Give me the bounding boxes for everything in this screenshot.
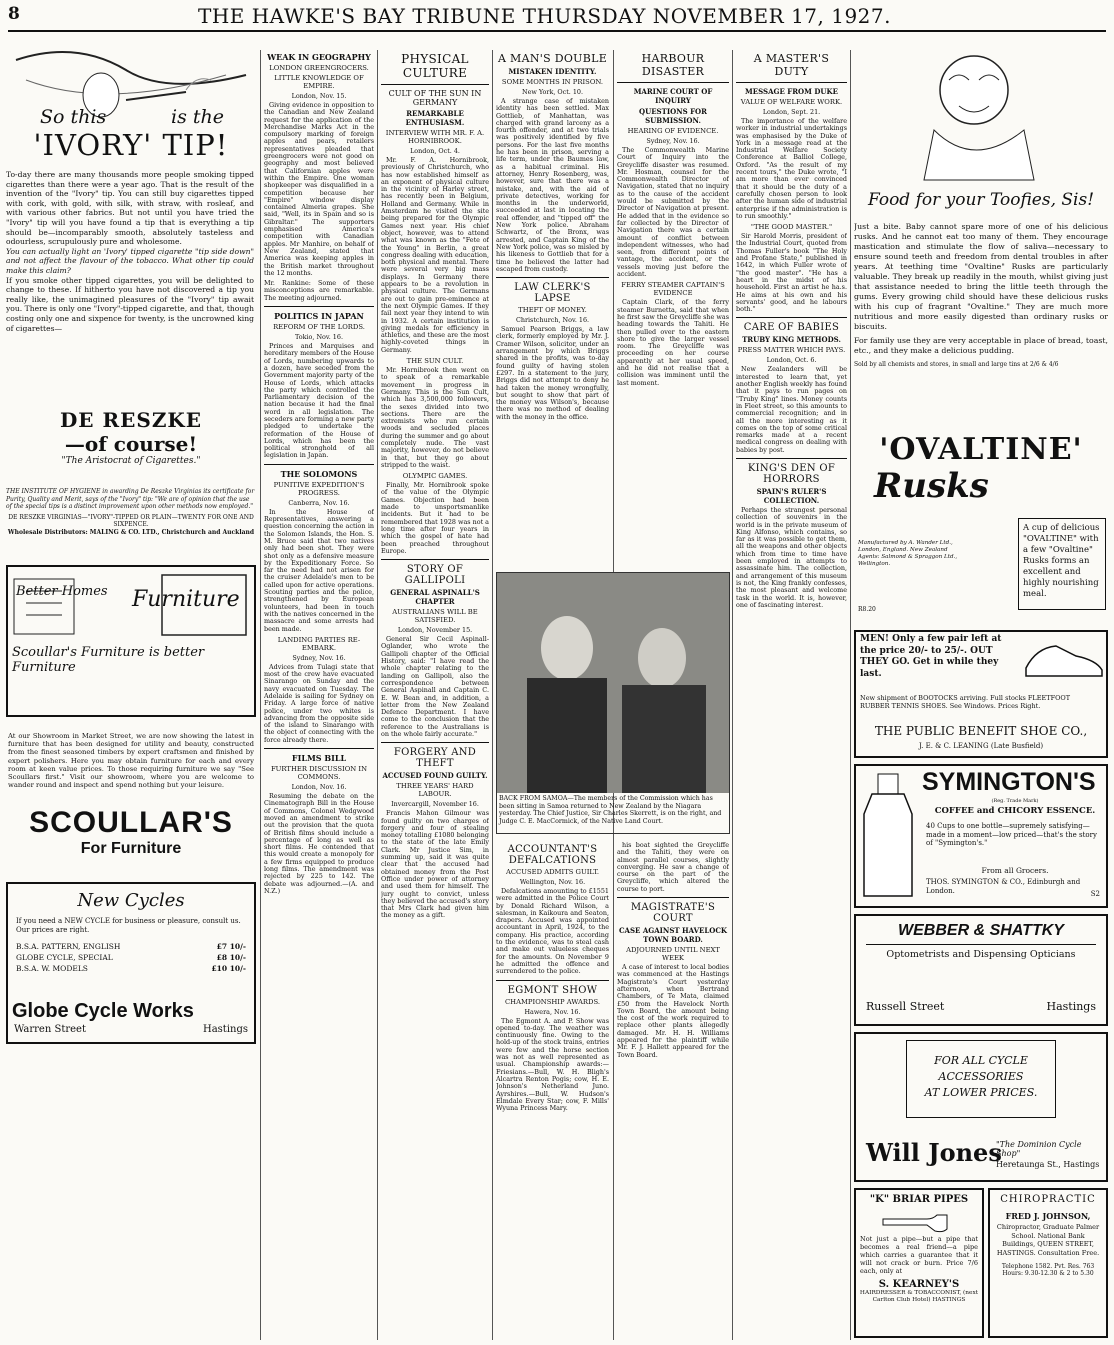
subhead: ADJOURNED UNTIL NEXT WEEK: [626, 946, 720, 963]
article-body: Samuel Pearson Briggs, a law clerk, formerly employed by Mr. J. Cramer Wilson, solicitor, under an arrangement by which Briggs shared in the profits, was to-day found guilty of having stolen £297. In a statement to the jury, Briggs did not attempt to deny he had taken the money wrongfully, but sought to show that part of the money was Wilson's, because there was no method of dealing with the money in the office.: [496, 325, 609, 421]
scoullar-body: At our Showroom in Market Street, we are now showing the latest in furniture that has been designed for utility and beauty, constructed from the finest seasoned timbers by expert craftsmen and finished by expert polishers. Here you may obtain furniture for each and every room at keen value prices. To those requiring furniture we say "See Scoullars first." Visit our showroom, where you are welcome to wander round and inspect and spend nothing but your leisure.: [8, 732, 254, 790]
ovaltine-body-2: For family use they are very acceptable in place of bread, toast, etc., and they make a delicious pudding.: [854, 336, 1108, 355]
subhead: SPAIN'S RULER'S COLLECTION.: [756, 486, 827, 505]
chiro-phone: Telephone 1582. Pvt. Res. 763: [1001, 1263, 1095, 1270]
headline-a-mans-double: A MAN'S DOUBLE: [497, 52, 608, 65]
cycle-model-name: GLOBE CYCLE, SPECIAL: [16, 953, 113, 962]
dateline: Canberra, Nov. 16.: [288, 498, 350, 507]
shoe-headline: MEN! Only a few pair left at the price 20/- to 25/-. OUT THEY GO. Get in while they last.: [860, 634, 1002, 679]
will-jones-shop: "The Dominion Cycle Shop": [996, 1140, 1082, 1158]
de-reszke-distributors: Wholesale Distributors: MALING & CO. LTD., Christchurch and Auckland: [7, 528, 255, 536]
cycle-model-price: £7 10/-: [216, 942, 246, 951]
subhead: MARINE COURT OF INQUIRY: [633, 87, 713, 105]
ivory-headline: 'IVORY' TIP!: [33, 128, 229, 162]
subhead: CASE AGAINST HAVELOCK TOWN BOARD.: [618, 926, 728, 945]
chiro-title: CHIROPRACTIC: [1000, 1194, 1096, 1205]
globe-cycle-ad: [6, 882, 256, 1044]
scoullar-name-sub: For Furniture: [80, 840, 182, 857]
globe-town: Hastings: [202, 1024, 248, 1035]
subhead: FURTHER DISCUSSION IN COMMONS.: [270, 765, 368, 782]
will-jones-address: Heretaunga St., Hastings: [996, 1160, 1100, 1169]
dateline: Wellington, Nov. 16.: [519, 878, 586, 886]
dateline: London, Nov. 16.: [291, 783, 347, 792]
ivory-body-2: If you smoke other tipped cigarettes, you will be delighted to change to these. If hitherto you have not discovered a tip you really like, the unimagined pleasures of the "Ivory" tip await you. There is only one "Ivory"-tipped cigarette, and that, though costing only one and sixpence for twenty, is the uncrowned king of cigarettes—: [6, 275, 254, 333]
cycle-model-name: B.S.A. PATTERN, ENGLISH: [16, 942, 121, 951]
subhead: QUESTIONS FOR SUBMISSION.: [639, 107, 707, 125]
ivory-kicker-right: is the: [171, 106, 224, 128]
headline-story-of-gallipoli: STORY OF GALLIPOLI: [404, 564, 466, 587]
article-body: Giving evidence in opposition to the Canadian and New Zealand request for the application of the Merchandise Marks Act in the compulsory marking of foreign apples and pears, retailers representatives pleaded that greengrocers were not good on geography and most believed that Californian apples were within the Empire. One woman shopkeeper was disqualified in a competition because her "Empire" window display contained Almeria grapes. She said, "Well, its in Spain and so is Gibraltar." The supporters emphasised America's competition with Canadian apples. Mr Manhire, on behalf of New Zealand, stated that America was keeping apples in the British market throughout the 12 months.: [264, 101, 374, 277]
will-jones-name: Will Jones: [866, 1138, 1002, 1167]
column-rule: [850, 50, 851, 1340]
column-5: [617, 50, 729, 570]
article-body: General Sir Cecil Aspinall-Oglander, who wrote the Gallipoli chapter of the Official History, said: "I have read the whole chapter relating to the landing on Gallipoli, also the correspondence between General Aspinall and Captain C. E. W. Bean and, in addition, a letter from the New Zealand Defence Department. I have come to the conclusion that the reference to the Australians is on the whole fairly accurate.": [381, 635, 489, 738]
ovaltine-code: R8.20: [858, 606, 876, 613]
subhead: INTERVIEW WITH MR. F. A. HORNIBROOK.: [385, 129, 485, 145]
headline-kings-den-of-horrors: KING'S DEN OF HORRORS: [747, 462, 836, 485]
article-body: Mr. Hornibrook then went on to speak of a remarkable movement in progress in Germany. This is the Sun Cult, which has 3,500,000 followers, the sexes divided into two sections. There are the extremists who run certain woods and secluded places during the summer and go about completely nude. The vast majority, however, do not believe in that, but they go about stripped to the waist.: [381, 366, 489, 469]
subhead: PUNITIVE EXPEDITION'S PROGRESS.: [273, 480, 365, 497]
baby-illustration: [854, 40, 1108, 190]
will-jones-ad: [854, 1032, 1108, 1182]
subhead: MISTAKEN IDENTITY.: [508, 67, 597, 76]
bottle-illustration: [858, 770, 920, 904]
cycle-price-list: [16, 941, 246, 974]
article-body: Mr. F. A. Hornibrook, previously of Christchurch, who has now established himself as an exponent of physical culture in the vicinity of Harley street, has recently been in Belgium, Holland and Germany. While in Amsterdam he visited the site being prepared for the Olympic Games next year. His chief object, however, was to attend what was known as the "Fete of the Young" in Berlin, a great congress dealing with education, both physical and mental. There were several very big mass displays. In Germany there appears to be a revolution in physical culture. The Germans are out to gain pre-eminence at the next Olympic Games. If they fail next year they intend to win in 1932. A certain institution is giving medals for efficiency in athletics, and these are the most highly-coveted things in Germany.: [381, 156, 489, 354]
better-homes-logo: Better Homes: [16, 584, 108, 599]
dateline: Sydney, Nov. 16.: [646, 137, 700, 145]
symington-body: 40 Cups to one bottle—supremely satisfying—made in a moment—low priced—that's the story of "Symington's.": [926, 822, 1097, 847]
shoe-body: New shipment of BOOTOCKS arriving. Full stocks FLEETFOOT RUBBER TENNIS SHOES. See Windows. Prices Right.: [860, 694, 1071, 710]
headline-accountants-defalcations: ACCOUNTANT'S DEFALCATIONS: [507, 844, 598, 866]
webber-town: Hastings: [1046, 1000, 1096, 1013]
webber-trade: Optometrists and Dispensing Opticians: [886, 949, 1076, 960]
pipe-illustration: [879, 1207, 959, 1233]
headline-physical-culture: PHYSICAL CULTURE: [401, 52, 469, 80]
scoullar-name-block: [6, 806, 256, 866]
scoullar-name: SCOULLAR'S: [29, 806, 233, 839]
ovaltine-body: Just a bite. Baby cannot spare more of one of his delicious rusks. And he cannot eat too many of them. They encourage mastication and stimulate the flow of saliva—necessary to ensure sound teeth and freedom from dental troubles in after years. At teething time "Ovaltine" Rusks are particularly valuable. They break up readily in the mouth, whilst giving just that assistance needed to bring the little teeth through the gums. Every growing child should have these delicious rusks with his cup of fragrant "Ovaltine." They are much more nutritious and more easily digested than ordinary rusks or biscuits.: [854, 222, 1108, 331]
subhead: ACCUSED FOUND GUILTY.: [382, 771, 488, 781]
subhead: ACCUSED ADMITS GUILT.: [505, 868, 600, 876]
article-body: Defalcations amounting to £1551 were admitted in the Police Court by Donald Richard Wilson, a salesman, in Kaikoura and Seaton, drapers. Accused was appointed accountant in April, 1924, to the company. His practice, according to the evidence, was to steal cash and make out valueless cheques for the amounts. On November 9 he admitted the offence and surrendered to the police.: [496, 887, 609, 976]
headline-films-bill: FILMS BILL: [291, 753, 347, 764]
de-reszke-aristocrat: "The Aristocrat of Cigarettes.": [61, 456, 201, 466]
briar-pipes-ad: [854, 1188, 984, 1338]
chiro-name: FRED J. JOHNSON,: [1005, 1211, 1091, 1221]
scoullar-furniture-ad: [6, 565, 256, 717]
headline-the-solomons: THE SOLOMONS: [280, 468, 358, 479]
headline-egmont-show: EGMONT SHOW: [507, 984, 598, 996]
dateline: London, November 15.: [397, 626, 473, 635]
article-body: Princes and Marquises and hereditary members of the House of Lords, numbering upwards to a dozen, have seceded from the Government majority party of the House of Lords, which attacks the party which controlled the Parliamentary decision of the nation because it had the final word in all legislation. The seceders are forming a new party pledged to undertake the reformation of the House of Lords, which has been the political stronghold of all legislation in Japan.: [264, 342, 374, 460]
symington-reg: (Reg. Trade Mark): [991, 798, 1039, 804]
de-reszke-fineprint: [6, 488, 256, 548]
headline-forgery-and-theft: FORGERY AND THEFT: [393, 747, 477, 770]
accessories-line-2: ACCESSORIES: [938, 1070, 1024, 1083]
article-body: Finally, Mr. Hornibrook spoke of the value of the Olympic Games. Objection had been made to unsportsmanlike incidents. But it had to be remembered that 1928 was not a long time after four years in which the gospel of hate had been preached throughout Europe.: [381, 481, 489, 555]
subhead: THREE YEARS' HARD LABOUR.: [396, 782, 474, 799]
cycle-accessories-box: [906, 1040, 1056, 1118]
subhead: FERRY STEAMER CAPTAIN'S EVIDENCE: [621, 281, 725, 298]
chiro-body: Chiropractor, Graduate Palmer School. National Bank Buildings, QUEEN STREET, HASTINGS. Consultation Free.: [996, 1223, 1100, 1257]
symington-brand: SYMINGTON'S: [922, 768, 1096, 796]
furniture-illustration: [12, 571, 250, 639]
dateline: Tokio, Nov. 16.: [295, 333, 343, 342]
ovaltine-panel: A cup of delicious "OVALTINE" with a few "Ovaltine" Rusks forms an excellent and highly nourishing meal.: [1018, 518, 1106, 610]
photo-caption: BACK FROM SAMOA—The members of the Commission which has been sitting in Samoa returned to New Zealand by the Niagara yesterday. The Chief Justice, Sir Charles Skerrett, is on the right, and Judge C. E. MacCormick, of the Native Land Court.: [499, 795, 722, 825]
page-number: 8: [8, 4, 20, 24]
ovaltine-rusks-ad: [854, 40, 1108, 620]
subhead: LANDING PARTIES RE-EMBARK.: [277, 635, 361, 652]
public-benefit-shoe-ad: [854, 630, 1108, 758]
furniture-logo: Furniture: [132, 587, 240, 612]
webber-street: Russell Street: [866, 1000, 945, 1013]
dateline: Hawera, Nov. 16.: [524, 1007, 581, 1016]
column-rule: [260, 50, 261, 1340]
headline-law-clerks-lapse: LAW CLERK'S LAPSE: [514, 282, 591, 305]
globe-street: Warren Street: [14, 1024, 86, 1035]
article-body: Advices from Tulagi state that most of the crew have evacuated Sinarango on Sunday and the navy evacuated on Tuesday. The Adelaide is sailing for Sydney on Friday. A large force of native police, under two whites is advancing from the opposite side of the island to Sinarango with the object of connecting with the force already there.: [264, 662, 374, 744]
column-rule: [377, 50, 378, 1340]
cycle-price-row: [16, 941, 246, 952]
dateline: London, Nov. 15.: [291, 92, 347, 100]
article-body: Francis Mahon Gilmour was found guilty on two charges of forgery and four of stealing money totalling £1080 belonging to the state of the late Emily Clark. Mr Justice Sim, in summing up, said it was quite clear that the accused had obtained money from the Post Office under power of attorney and used them for himself. The jury ought to convict, unless they believed the accused's story that Mrs Clark had given him the money as a gift.: [381, 809, 489, 920]
symington-grocers: From all Grocers.: [981, 866, 1049, 875]
ovaltine-tagline: Food for your Toofies, Sis!: [867, 190, 1095, 210]
subhead: TRUBY KING METHODS.: [742, 335, 841, 345]
headline-magistrates-court: MAGISTRATE'S COURT: [630, 902, 716, 925]
article-body: New Zealanders will be interested to learn that, yet another English weekly has found that it pays to run pages on "Truby King" lines. Money counts in Fleet street, so this amounts to commercial recognition; and in all the more interesting as it comes on the top of some critical remarks made at a recent medical congress on dealing with babies by post.: [736, 365, 847, 454]
subhead: THE SUN CULT.: [406, 357, 464, 366]
dateline: Sydney, Nov. 16.: [292, 653, 346, 662]
symingtons-ad: [854, 764, 1108, 908]
article-body: In the House of Representatives, answering a question concerning the action in the Solomon Islands, the Hon. S. M. Bruce said that two natives only had been shot. They were shot only as a defensive measure by the Expeditionary Force. So far the need had not arisen for the cruiser Adelaide's men to be called upon for active operations. Scouting parties and the police, strengthened by European volunteers, had been in touch with the natives concerned in the massacre and some arrests had been made.: [264, 507, 374, 633]
subhead: CHAMPIONSHIP AWARDS.: [504, 997, 601, 1006]
shoe-company-name: THE PUBLIC BENEFIT SHOE CO.,: [874, 724, 1088, 738]
de-reszke-price: DE RESZKE VIRGINIAS—"IVORY"-TIPPED OR PLAIN—TWENTY FOR ONE AND SIXPENCE.: [8, 513, 254, 528]
webber-shattky-ad: [854, 914, 1108, 1026]
globe-cycle-name: Globe Cycle Works: [12, 1000, 194, 1022]
article-body: Resuming the debate on the Cinematograph Bill in the House of Commons, Colonel Wedgwood moved an amendment to strike out the provision that the quota of British films should include a percentage of long as well as short films. He contended that this would create a monopoly for a few firms equipped to produce long films. The amendment was rejected by 225 to 142. The debate was adjourned.—(A. and N.Z.): [264, 792, 374, 895]
de-reszke-sub: —of course!: [64, 432, 198, 456]
article-body: Perhaps the strangest personal collection of souvenirs in the world is in the private museum of King Alfonso, which contains, so far as it was possible to get them, all the weapons and other objects which from time to time have been employed in attempts to assassinate him. The collection, and arrangement of this museum is not, the King frankly confesses, the most pleasant and welcome task in the world. It is, however, one of fascinating interest.: [736, 505, 847, 609]
article-body: The importance of the welfare worker in industrial undertakings was emphasised by the Duke of York in a message read at the Industrial Welfare Society Conference at Balliol College, Oxford. "As the result of my recent tours," the Duke wrote, "I am more than ever convinced that it should be the duty of a carefully chosen person to look after the human side of industrial enterprise if the administration is to run smoothly.": [736, 117, 847, 220]
column-3: [381, 50, 489, 1340]
symington-product: COFFEE and CHICORY ESSENCE.: [934, 806, 1096, 816]
column-2: [264, 50, 374, 1340]
subhead: AUSTRALIANS WILL BE SATISFIED.: [392, 608, 478, 625]
new-cycles-headline: New Cycles: [77, 890, 185, 911]
accessories-line-3: AT LOWER PRICES.: [924, 1086, 1038, 1099]
subhead: GENERAL ASPINALL'S CHAPTER: [390, 588, 480, 607]
article-body: Mr. Rankine: Some of these misconceptions are remarkable. The meeting adjourned.: [264, 279, 374, 302]
briar-shop-sub: HAIRDRESSER & TOBACCONIST, (next Carlton Club Hotel) HASTINGS: [859, 1290, 979, 1303]
subhead: OLYMPIC GAMES.: [402, 472, 468, 481]
dateline: London, Oct. 6.: [766, 356, 817, 365]
cycle-price-row: [16, 952, 246, 963]
dateline: Christchurch, Nov. 16.: [515, 316, 590, 325]
scoullar-headline: Scoullar's Furniture is better Furniture: [12, 645, 205, 675]
ivory-body: To-day there are many thousands more people smoking tipped cigarettes than there were a year ago. That is the result of the invention of the "Ivory" tip. You can still buy cigarettes tipped with cork, with gold, with silk, with straw, with rosleaf, and with various other fabrics. But not until you have tried the "Ivory" tip will you have found a tip that is everything a tip should be—incomparably smooth, absolutely tasteless and odourless, scrupulously pure and wholesome.: [6, 170, 254, 247]
symington-maker: THOS. SYMINGTON & CO., Edinburgh and London.: [926, 878, 1081, 895]
shoe-illustration: [1022, 638, 1106, 682]
article-body: A case of interest to local bodies was commenced at the Hastings Magistrate's Court yesterday afternoon, when Bertrand Chambers, of Te Mata, claimed £50 from the Havelock North Town Board, the amount being the cost of the work required to replace other plants allegedly damaged. Mr. H. H. Williams appeared for the plaintiff while Mr. F. J. Hallett appeared for the Town Board.: [617, 963, 729, 1059]
subhead: REFORM OF THE LORDS.: [273, 323, 365, 332]
ivory-kicker-left: So this: [40, 106, 107, 128]
headline-politics-in-japan: POLITICS IN JAPAN: [274, 311, 364, 322]
accessories-line-1: FOR ALL CYCLE: [934, 1054, 1028, 1067]
subhead: THEFT OF MONEY.: [518, 306, 587, 315]
subhead: REMARKABLE ENTHUSIASM.: [405, 109, 465, 127]
chiropractic-ad: [988, 1188, 1108, 1338]
article-body: Captain Clark, of the ferry steamer Burnetta, said that when he first saw the Greycliffe she was heading towards the Tahiti. He then pulled over to the eastern shore to give the larger vessel room. The Greycliffe was proceeding on her course apparently at her usual speed, and he did not realise that a collision was imminent until the last moment.: [617, 298, 729, 387]
column-rule: [732, 50, 733, 1340]
subhead: LITTLE KNOWLEDGE OF EMPIRE.: [274, 74, 364, 90]
samoa-commission-photo: [497, 573, 729, 793]
briar-body: Not just a pipe—but a pipe that becomes a real friend—a pipe which carries a guarantee that it will not crack or burn. Price 7/6 each, only at: [860, 1235, 978, 1275]
briar-shop-name: S. KEARNEY'S: [878, 1279, 960, 1290]
column-4-lower: [496, 842, 609, 1342]
newspaper-title: THE HAWKE'S BAY TRIBUNE THURSDAY NOVEMBER 17, 1927.: [198, 4, 891, 28]
ovaltine-rusks-word: Rusks: [874, 466, 989, 506]
subhead: PRESS MATTER WHICH PAYS.: [737, 346, 846, 355]
ivory-italic: You can actually light an 'Ivory' tipped cigarette "tip side down" and not affect the flavour of the tobacco. What other tip could make this claim?: [6, 246, 254, 275]
dateline: New York, Oct. 10.: [522, 88, 583, 96]
dateline: London, Oct. 4.: [410, 147, 460, 155]
hygiene-note: THE INSTITUTE OF HYGIENE in awarding De Reszke Virginias its certificate for Purity, Quality and Merit, says of the "Ivory" tip: "We are of opinion that the use of the special tips is a distinct improvement upon other methods now employed.": [6, 488, 255, 510]
briar-title: "K" BRIAR PIPES: [869, 1194, 969, 1205]
cycles-intro: If you need a NEW CYCLE for business or pleasure, consult us. Our prices are right.: [16, 917, 241, 934]
subhead: VALUE OF WELFARE WORK.: [740, 98, 843, 106]
article-body: his boat sighted the Greycliffe and the Tahiti, they were on almost parallel courses, slightly converging. He saw a change of course on the part of the Greycliffe, which altered the course to port.: [617, 842, 729, 893]
subhead: SOME MONTHS IN PRISON.: [501, 78, 604, 86]
dateline: Invercargill, November 16.: [391, 800, 479, 809]
subhead: HEARING OF EVIDENCE.: [627, 127, 719, 135]
article-body: A strange case of mistaken identity has been settled. Max Gottlieb, of Manhattan, was charged with grand larceny as a fourth offender, and at two trials was positively identified by five persons. For the last five months he has been in prison, serving a life term, under the Baumes law, as a habitual criminal. His attorney, Henry Rosenberg, was, however, sure that there was a mistake, and, with the aid of private detectives, working for months in the underworld, succeeded at last in locating the real offender, and "tipped off" the New York police. Abraham Schwartz, of the Bronx, was arrested, and Captain King of the New York police, was so misled by his likeness to Gottlieb that for a time he believed the latter had escaped from custody.: [496, 97, 609, 273]
webber-name: WEBBER & SHATTKY: [898, 922, 1064, 939]
ovaltine-sold: Sold by all chemists and stores, in small and large tins at 2/6 & 4/6: [854, 361, 1059, 368]
headline-a-masters-duty: A MASTER'S DUTY: [753, 52, 830, 78]
column-4: [496, 50, 609, 570]
shoe-proprietors: J. E. & C. LEANING (Late Busfield): [918, 742, 1044, 750]
article-body: The Commonwealth Marine Court of Inquiry into the Greycliffe disaster was resumed. Mr. Hosman, counsel for the Commonwealth Director of Navigation, stated that no inquiry as to the cause of the accident would be submitted by the Director of Navigation at present. He added that in the evidence so far collected by the Director of Navigation there was a certain amount of conflict between independent witnesses, who had seen, from different points of vantage, the accident, or the vessels moving just before the accident.: [617, 146, 729, 279]
cycle-model-price: £8 10/-: [216, 953, 246, 962]
subhead: LONDON GREENGROCERS.: [269, 64, 369, 72]
column-5-lower: [617, 842, 729, 1342]
dateline: London, Sept. 21.: [762, 108, 821, 116]
headline-harbour-disaster: HARBOUR DISASTER: [641, 52, 705, 78]
ovaltine-maker: Manufactured by A. Wander Ltd., London, England. New Zealand Agents: Salmond & Spraggon Ltd., Wellington.: [858, 540, 958, 567]
ivory-tip-ad: [6, 40, 256, 408]
chiro-hours: Hours: 9.30-12.30 & 2 to 5.30: [1002, 1270, 1094, 1277]
headline-care-of-babies: CARE OF BABIES: [743, 322, 840, 334]
column-rule: [492, 50, 493, 1340]
article-body: The Egmont A. and P. Show was opened to-day. The weather was continuously fine. Owing to the hold-up of the stock trains, entries were few and the horse section was not as well represented as usual. Championship awards:—Friesians.—Bull, W. H. Bligh's Alcartra Renton Pogis; cow, H. E. Johnson's Netherland Juno. Ayrshires.—Bull, W. Hudson's Elmdale Every Star; cow, F. Mills' Wyuna Princess Mary.: [496, 1016, 609, 1113]
ovaltine-brand: 'OVALTINE': [879, 432, 1083, 467]
samoa-photo-block: [496, 572, 730, 834]
symington-code: S2: [1090, 890, 1100, 898]
subhead: CULT OF THE SUN IN GERMANY: [388, 89, 482, 107]
de-reszke-brand: DE RESZKE: [59, 408, 203, 432]
column-6: [736, 50, 847, 1340]
subhead: "THE GOOD MASTER.": [750, 223, 833, 232]
cycle-model-name: B.S.A. W. MODELS: [16, 964, 88, 973]
masthead: [8, 4, 1106, 32]
cycle-model-price: £10 10/-: [211, 964, 246, 973]
cycle-price-row: [16, 963, 246, 974]
article-body: Sir Harold Morris, president of the Industrial Court, quoted from Thomas Fuller's book "The Holy and Profane State," published in 1642, in which Fuller wrote of "the good master". "He has a heart in the midst of his household. First an artist he ha.s. He aims at his own and his servants' good, and he labours both.": [736, 232, 847, 314]
headline-weak-in-geography: WEAK IN GEOGRAPHY: [267, 52, 371, 62]
subhead: MESSAGE FROM DUKE: [745, 87, 838, 96]
